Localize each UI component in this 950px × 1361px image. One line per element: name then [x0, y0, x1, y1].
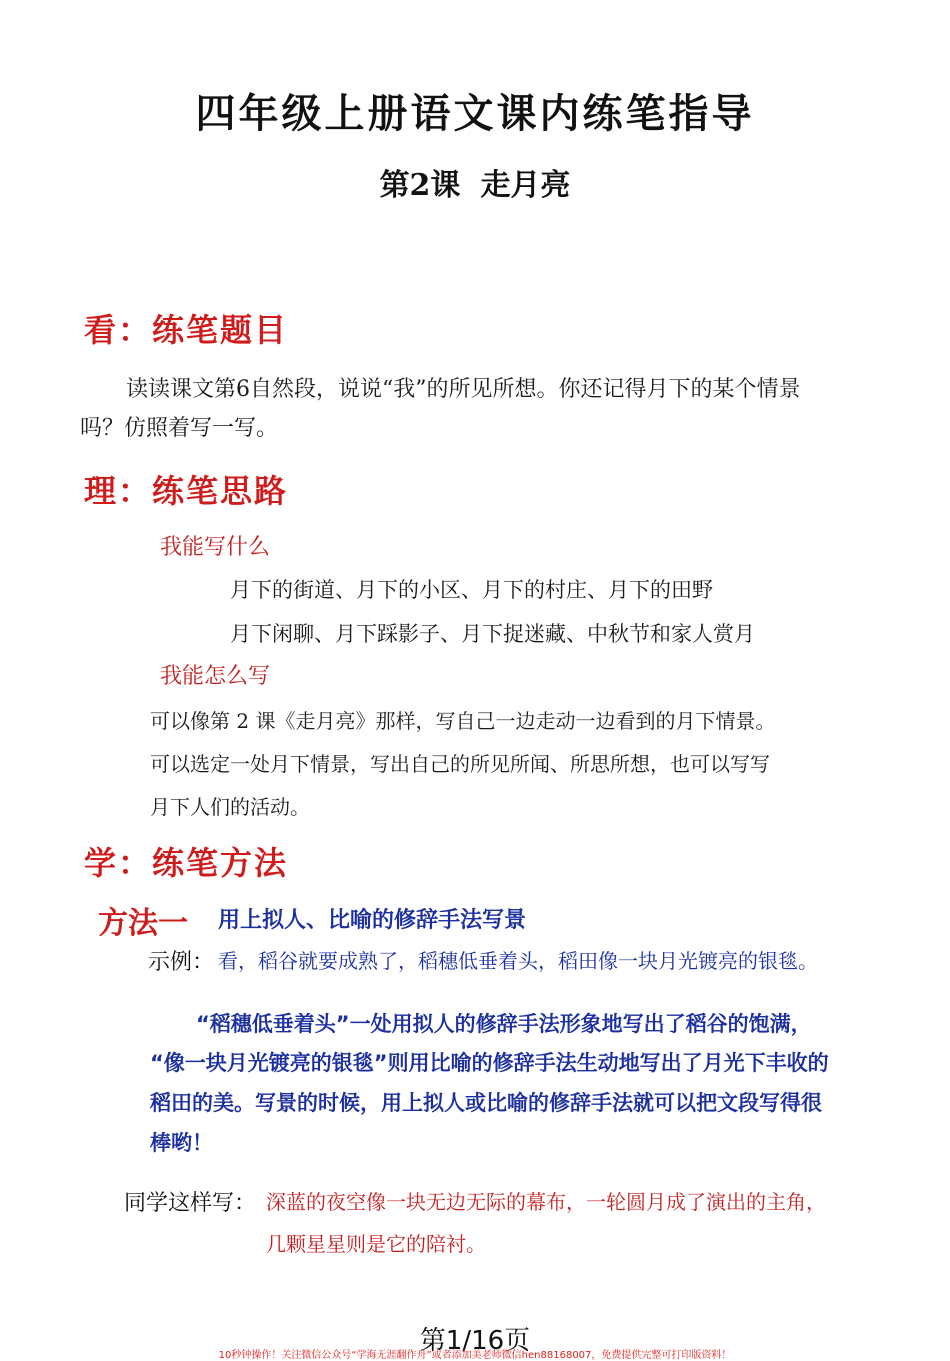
- page-indicator: 第1/16页: [419, 1326, 531, 1356]
- lesson-number: 第2课: [379, 168, 461, 203]
- what-to-write-line-2: 月下闲聊、月下踩影子、月下捉迷藏、中秋节和家人赏月: [230, 622, 755, 646]
- example-text: 看，稻谷就要成熟了，稻穗低垂着头，稻田像一块月光镀亮的银毯。: [218, 949, 818, 973]
- lesson-subtitle: [0, 160, 950, 204]
- section-heading-look: 看：练笔题目: [84, 311, 289, 349]
- page-title: 四年级上册语文课内练笔指导: [195, 90, 755, 137]
- analysis-line-2: “像一块月光镀亮的银毯”则用比喻的修辞手法生动地写出了月光下丰收的: [150, 1051, 829, 1075]
- student-example-line-1: 深蓝的夜空像一块无边无际的幕布，一轮圆月成了演出的主角，: [266, 1190, 826, 1214]
- how-to-write-line-3: 月下人们的活动。: [150, 795, 310, 819]
- analysis-line-4: 棒哟！: [150, 1131, 213, 1155]
- method-label: 方法一: [98, 906, 188, 941]
- analysis-line-3: 稻田的美。写景的时候，用上拟人或比喻的修辞手法就可以把文段写得很: [150, 1091, 822, 1115]
- student-example-label: 同学这样写：: [124, 1191, 257, 1216]
- prompt-line-1: 读读课文第6自然段，说说“我”的所见所想。你还记得月下的某个情景: [126, 377, 801, 402]
- how-to-write-line-1: 可以像第 2 课《走月亮》那样，写自己一边走动一边看到的月下情景。: [150, 709, 776, 733]
- what-to-write-heading: 我能写什么: [160, 535, 271, 560]
- lesson-name: 走月亮: [480, 168, 571, 203]
- student-example-line-2: 几颗星星则是它的陪衬。: [266, 1232, 486, 1256]
- prompt-line-2: 吗？仿照着写一写。: [80, 416, 279, 441]
- section-heading-think: 理：练笔思路: [84, 472, 289, 510]
- how-to-write-line-2: 可以选定一处月下情景，写出自己的所见所闻、所思所想，也可以写写: [150, 752, 770, 776]
- section-heading-learn: 学：练笔方法: [84, 844, 289, 882]
- what-to-write-line-1: 月下的街道、月下的小区、月下的村庄、月下的田野: [230, 578, 713, 602]
- how-to-write-heading: 我能怎么写: [160, 664, 271, 689]
- footer-notice: 10秒钟操作！关注微信公众号“学海无涯翻作舟”或者添加美老师微信hen88168007，免费提供完整可打印版资料！: [218, 1350, 732, 1361]
- analysis-line-1: “稻穗低垂着头”一处用拟人的修辞手法形象地写出了稻谷的饱满，: [196, 1012, 812, 1036]
- method-title: 用上拟人、比喻的修辞手法写景: [218, 908, 527, 933]
- example-label: 示例：: [148, 950, 215, 975]
